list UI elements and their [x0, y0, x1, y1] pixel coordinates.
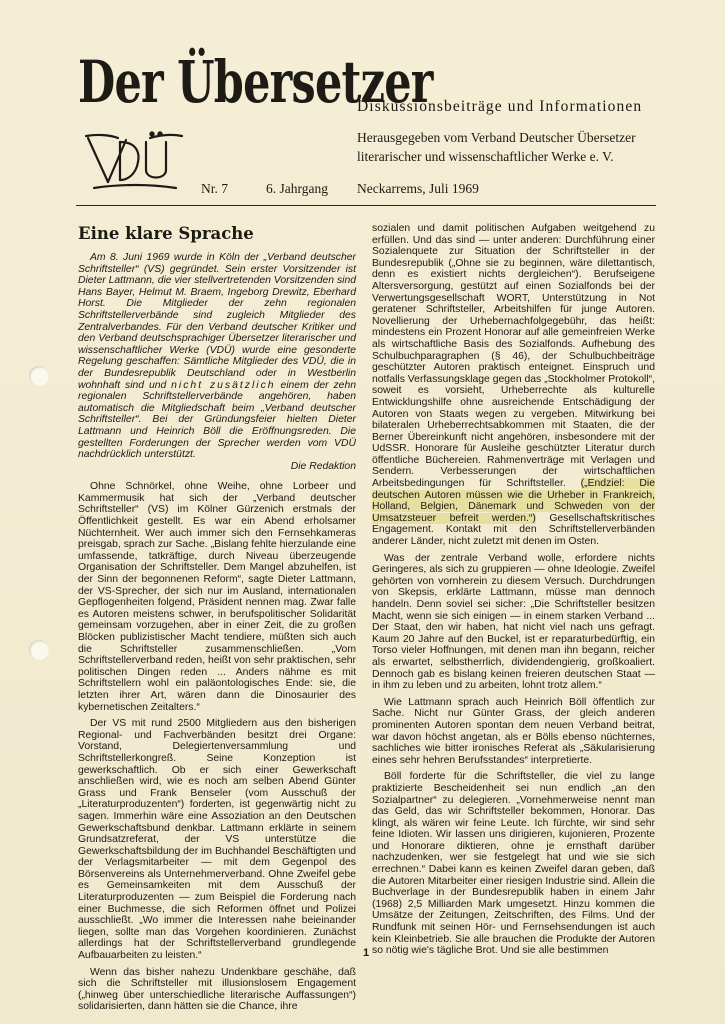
body-text: sozialen und damit politischen Aufgaben weitgehend zu erfüllen. Und das sind — unter anderen: Durchführung einer Sozialenquete zur Situation der Schriftsteller in der Bundesrepublik („Ohne sie zu beginnen, wäre dilettantisch, denn es existiert nichts dergleichen“). Berufseigene Altersversorgung, gestützt auf einen Sozialfonds bei der Verwertungsgesellschaft WORT, Unterstützung in Not geratener Schriftsteller, Arbeitshilfen für junge Autoren. Novellierung der Urhebernachfolgegebühr, das heißt: mindestens ein Prozent Honorar auf alle gemeinfreien Werke als wirtschaftliche Basis des Sozialfonds. Aufhebung des Schulbuchparagraphen (§ 46), der Schulbuchbeiträge geschützter Autoren praktisch enteignet. Einspruch und notfalls Verfassungsklage gegen das „Stockholmer Protokoll“, soweit es vorsieht, Urheberrechte als kulturelle Entwicklungshilfe ohne ausreichende Entschädigung der Autoren von Staats wegen zu vergeben. Mitwirkung bei bilateralen Urheberrechtsabkommen mit Staaten, die der Berner Übereinkunft nicht angehören, insbesondere mit der UdSSR. Honorare für Ausleihe geschützter Literatur durch öffentliche Büchereien. Rahmenverträge mit Verlagen und Sendern. Verbesserungen der wirtschaftlichen Arbeitsbedingungen für Schriftsteller. [372, 223, 656, 490]
article-headline: Eine klare Sprache [78, 224, 254, 243]
body-paragraph: Der VS mit rund 2500 Mitgliedern aus den bisherigen Regional- und Fachverbänden besitzt drei Organe: Vorstand, Delegiertenversammlung und Schriftstellerkongreß. Seine Konzeption ist gewerkschaftlich. Ob er sich einer Gewerkschaft anschließen wird, wie es noch am selben Abend Günter Grass und Frank Benseler (vom Ausschuß der „Literaturproduzenten“) forderten, ist gegenwärtig nicht zu sagen. Immerhin wäre eine Assoziation an den Deutschen Gewerkschaftsbund denkbar. Lattmann erklärte in seinem Grundsatzreferat, der VS unterstütze die Gewerkschaftsbildung der im Buchhandel Beschäftigten und der Verlagsmitarbeiter — mit dem Gegenpol des Börsenvereins als Unternehmerverband. Ohne Zweifel gebe es Gemeinsamkeiten mit dem Ausschuß der Literaturproduzenten — zum Beispiel die Forderung nach einer Buchmesse, die sich Reformen öffnet und Polizei ausschließt. „Wo immer die Interessen nahe beieinander liegen, sollte man das Vorgehen koordinieren. Zunächst allerdings hat der Schriftstellerverband grundlegende Aufbauarbeiten zu leisten.“ [78, 718, 356, 962]
editorial-intro [78, 252, 356, 472]
body-paragraph: Böll forderte für die Schriftsteller, die viel zu lange praktizierte Bescheidenheit sei nun endlich „an den Sozialpartner“ zu delegieren. „Vornehmerweise nennt man das Geld, das wir Schriftsteller bekommen, Honorar. Das klingt, als wären wir feine Leute. Ich fürchte, wir sind sehr feine Idioten. Wir lassen uns dirigieren, kujonieren, Prozente und Honorare diktieren, ohne je ernsthaft darüber nachzudenken, wer sie festgelegt hat und wie sie sich errechnen.“ Dabei kann es keinen Zweifel daran geben, daß die Autoren Mitarbeiter einer riesigen Industrie sind. Allein die Buchverlage in der Bundesrepublik haben in einem Jahr (1968) 2,5 Milliarden Mark umgesetzt. Hinzu kommen die Umsätze der Zeitungen, Zeitschriften, des Films. Und der Rundfunk mit seinen Hör- und Fernsehsendungen ist auch kein Kleinbetrieb. Sie alle brauchen die Produkte der Autoren so nötig wie's tägliche Brot. Und sie alle bestimmen [372, 771, 655, 957]
intro-emphasis: nicht zusätzlich [171, 379, 276, 391]
intro-text: einem der zehn regionalen Schriftstellerverbände angehören, haben automatisch die Mitgliedschaft beim „Verband deutscher Schriftsteller“. Bei der Gründungsfeier hielten Dieter Lattmann und Heinrich Böll die Eröffnungsreden. Die gestellten Forderungen der Sprecher werden vom VDÜ nachdrücklich unterstützt. [78, 379, 356, 461]
body-paragraph: Ohne Schnörkel, ohne Weihe, ohne Lorbeer und Kammermusik hat sich der „Verband deutscher Schriftsteller“ (VS) im Kölner Gürzenich erstmals der Öffentlichkeit gestellt. Es war ein Abend erholsamer Nüchternheit. Wer auch immer sich den Fernsehkameras preisgab, sprach zur Sache. „Bislang fehlte hierzulande eine umfassende, tatkräftige, durch Niveau überzeugende Organisation der Schriftsteller. Dem Mangel abzuhelfen, ist der Sinn der begonnenen Reform“, sagte Dieter Lattmann, der VS-Sprecher, der sich nur im Ausland, internationalen Gepflogenheiten folgend, Präsident nennen mag. Zwar falle es Autoren meistens schwer, in berufspolitischer Solidarität gemeinsam vorzugehen, aber in einer Zeit, die zu großen Blöcken publizistischer Macht tendiere, müßten sich auch die Schriftsteller zusammenschließen. „Vom Schriftstellerverband reden, heißt von sehr praktischen, sehr politischen Dingen reden ... Anders nähme es mit Schriftstellern wohl ein paläontologisches Ende: sie, die letzten ihrer Art, wären dann die Dinosaurier des kybernetischen Zeitalters.“ [78, 481, 356, 713]
punch-hole [29, 366, 49, 386]
text-column-left [78, 252, 356, 1018]
intro-signature: Die Redaktion [290, 460, 356, 472]
publisher-line-2: literarischer und wissenschaftlicher Werke e. V. [357, 149, 614, 164]
header-divider [76, 205, 656, 206]
masthead-subtitle: Diskussionsbeiträge und Informationen [357, 98, 643, 115]
intro-text: Am 8. Juni 1969 wurde in Köln der „Verband deutscher Schriftsteller“ (VS) gegründet. Sein erster Vorsitzender ist Dieter Lattmann, die vier stellvertretenden Vorsitzenden sind Hans Bayer, Helmut M. Braem, Ingeborg Drewitz, Eberhard Horst. Die Mitglieder der zehn regionalen Schriftstellerverbände sind zugleich Mitglieder des Zentralverbandes. Für den Verband deutscher Kritiker und den Verband deutschsprachiger Übersetzer literarischer und wissenschaftlicher Werke (VDÜ) wurde eine gesonderte Regelung geschaffen: Sämtliche Mitglieder des VDÜ, die in der Bundesrepublik Deutschland oder in Westberlin wohnhaft sind und [78, 252, 356, 391]
vdu-logo [80, 130, 188, 192]
place-date: Neckarrems, Juli 1969 [357, 181, 479, 196]
body-paragraph: Was der zentrale Verband wolle, erfordere nichts Geringeres, als sich zu gruppieren — ohne Ideologie. Zweifel gehörten von vornherein zu diesem Versuch. Durchdrungen von Skepsis, erklärte Lattmann, müsse man dennoch handeln. Denn soviel sei sicher: „Die Schriftsteller besitzen Macht, wenn sie sich einigen — in einem starken Verband ... Der Staat, den wir haben, hat nicht viel nach uns gefragt. Kaum 20 Jahre auf den Buckel, ist er reparaturbedürftig, ein Torso vieler Hoffnungen, mit denen man ihn begann, reicher als erwartet, selbstherrlich, dividendengierig, großkoaliert. Dennoch gab es bislang keinen freieren deutschen Staat — in ihm zu leben und zu arbeiten, lohnt trotz allem.“ [372, 552, 655, 692]
body-paragraph: Wie Lattmann sprach auch Heinrich Böll öffentlich zur Sache. Nicht nur Günter Grass, der gleich anderen prominenten Autoren spontan dem neuen Verband beitrat, war davon höchst angetan, als er Bölls ebenso nüchternes, sachliches wie bitter ironisches Referat als „Säkularisierung eines sehr hehren Berufsstandes“ interpretierte. [372, 696, 655, 766]
body-text: Gesellschaftskritisches Engagement. Kontakt mit den Schriftstellerverbänden anderer Länder, nicht zuletzt mit denen im Osten. [372, 512, 655, 548]
publisher-line-1: Herausgegeben vom Verband Deutscher Übersetzer [357, 130, 636, 145]
page-number: 1 [363, 947, 370, 959]
volume-year: 6. Jahrgang [266, 181, 328, 196]
punch-hole [29, 640, 49, 660]
masthead-title: Der Übersetzer [78, 48, 433, 116]
highlighted-text: („Endziel: Die deutschen Autoren müssen wie die Urheber in Frankreich, Holland, Belgien, Dänemark und Schweden von der Umsatzsteuer befreit werden.“) [372, 478, 656, 524]
body-paragraph [372, 223, 655, 548]
text-column-right [372, 223, 655, 962]
issue-number: Nr. 7 [201, 181, 228, 196]
body-paragraph: Wenn das bisher nahezu Undenkbare geschähe, daß sich die Schriftsteller mit illusionslosem Engagement („hinweg über unterschiedliche literarische Auffassungen“) solidarisierten, dann hätten sie die Chance, ihre [78, 966, 356, 1013]
